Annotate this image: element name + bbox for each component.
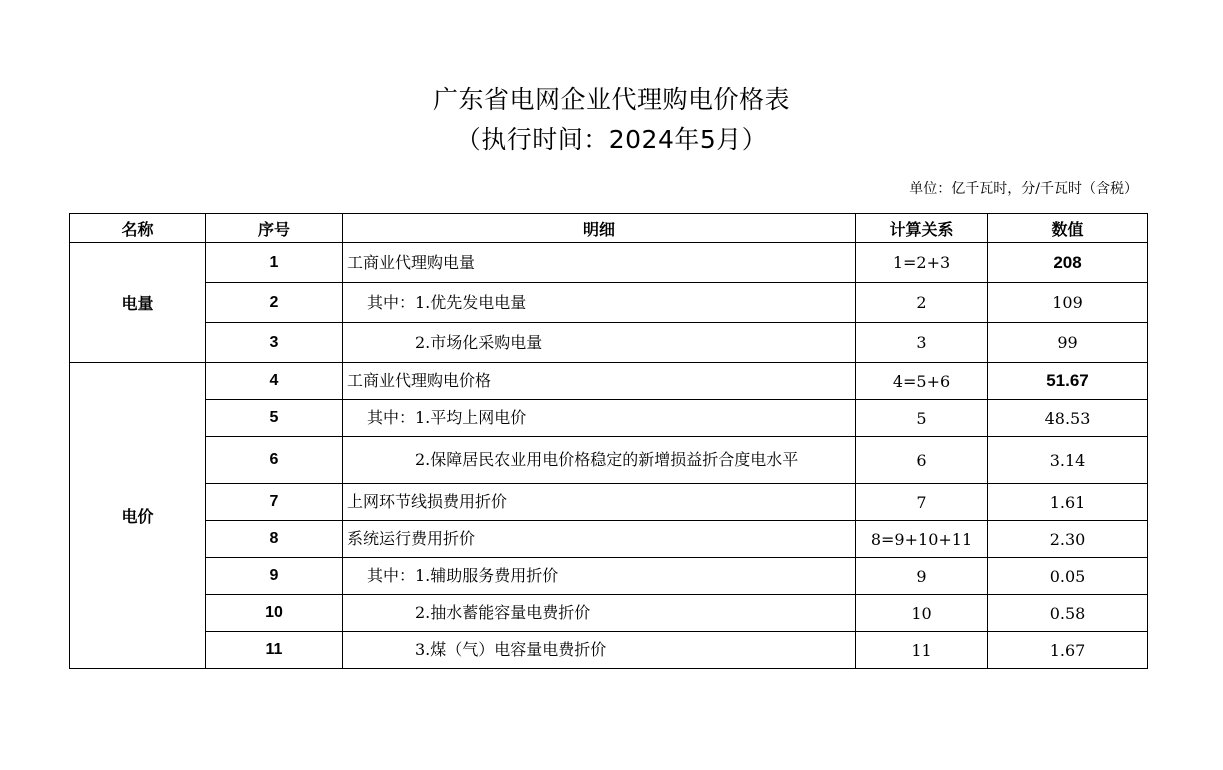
row-value: 3.14 [988, 437, 1148, 484]
row-index: 10 [206, 595, 343, 632]
page-subtitle-date: （执行时间：2024年5月） [455, 125, 768, 154]
group-price: 电价 [70, 363, 206, 669]
row-index: 2 [206, 283, 343, 323]
unit-note: 单位：亿千瓦时，分/千瓦时（含税） [909, 181, 1138, 197]
row-formula: 5 [856, 400, 988, 437]
row-formula: 8=9+10+11 [856, 521, 988, 558]
header-detail: 明细 [343, 214, 856, 243]
table-row [70, 437, 1148, 484]
row-formula: 3 [856, 323, 988, 363]
row-detail: 2.市场化采购电量 [343, 323, 856, 363]
row-index: 4 [206, 363, 343, 400]
row-index: 7 [206, 484, 343, 521]
row-index: 11 [206, 632, 343, 669]
row-index: 1 [206, 243, 343, 283]
table-row [70, 400, 1148, 437]
row-detail: 工商业代理购电价格 [343, 363, 856, 400]
header-index: 序号 [206, 214, 343, 243]
row-detail: 其中：1.优先发电电量 [343, 283, 856, 323]
row-detail: 上网环节线损费用折价 [343, 484, 856, 521]
table-row [70, 558, 1148, 595]
row-detail: 2.抽水蓄能容量电费折价 [343, 595, 856, 632]
row-value: 48.53 [988, 400, 1148, 437]
table-row [70, 595, 1148, 632]
row-formula: 10 [856, 595, 988, 632]
row-detail: 其中：1.平均上网电价 [343, 400, 856, 437]
row-value: 0.58 [988, 595, 1148, 632]
row-index: 6 [206, 437, 343, 484]
row-value: 208 [988, 243, 1148, 283]
row-detail: 3.煤（气）电容量电费折价 [343, 632, 856, 669]
table-row [70, 521, 1148, 558]
header-formula: 计算关系 [856, 214, 988, 243]
table-row [70, 632, 1148, 669]
table-header-row [70, 214, 1148, 243]
row-value: 2.30 [988, 521, 1148, 558]
header-name: 名称 [70, 214, 206, 243]
group-energy: 电量 [70, 243, 206, 363]
row-value: 51.67 [988, 363, 1148, 400]
header-value: 数值 [988, 214, 1148, 243]
row-value: 99 [988, 323, 1148, 363]
row-formula: 11 [856, 632, 988, 669]
price-table [69, 213, 1148, 669]
row-detail: 系统运行费用折价 [343, 521, 856, 558]
row-value: 0.05 [988, 558, 1148, 595]
row-formula: 2 [856, 283, 988, 323]
table-row [70, 243, 1148, 283]
row-formula: 6 [856, 437, 988, 484]
row-formula: 9 [856, 558, 988, 595]
row-index: 9 [206, 558, 343, 595]
row-formula: 7 [856, 484, 988, 521]
row-index: 8 [206, 521, 343, 558]
row-detail: 其中：1.辅助服务费用折价 [343, 558, 856, 595]
table-row [70, 363, 1148, 400]
row-value: 1.61 [988, 484, 1148, 521]
row-value: 109 [988, 283, 1148, 323]
row-detail: 工商业代理购电量 [343, 243, 856, 283]
row-index: 5 [206, 400, 343, 437]
table-row [70, 323, 1148, 363]
row-formula: 1=2+3 [856, 243, 988, 283]
table-row [70, 283, 1148, 323]
page-title: 广东省电网企业代理购电价格表 [432, 85, 790, 114]
row-formula: 4=5+6 [856, 363, 988, 400]
row-index: 3 [206, 323, 343, 363]
row-value: 1.67 [988, 632, 1148, 669]
table-row [70, 484, 1148, 521]
row-detail: 2.保障居民农业用电价格稳定的新增损益折合度电水平 [343, 437, 856, 484]
